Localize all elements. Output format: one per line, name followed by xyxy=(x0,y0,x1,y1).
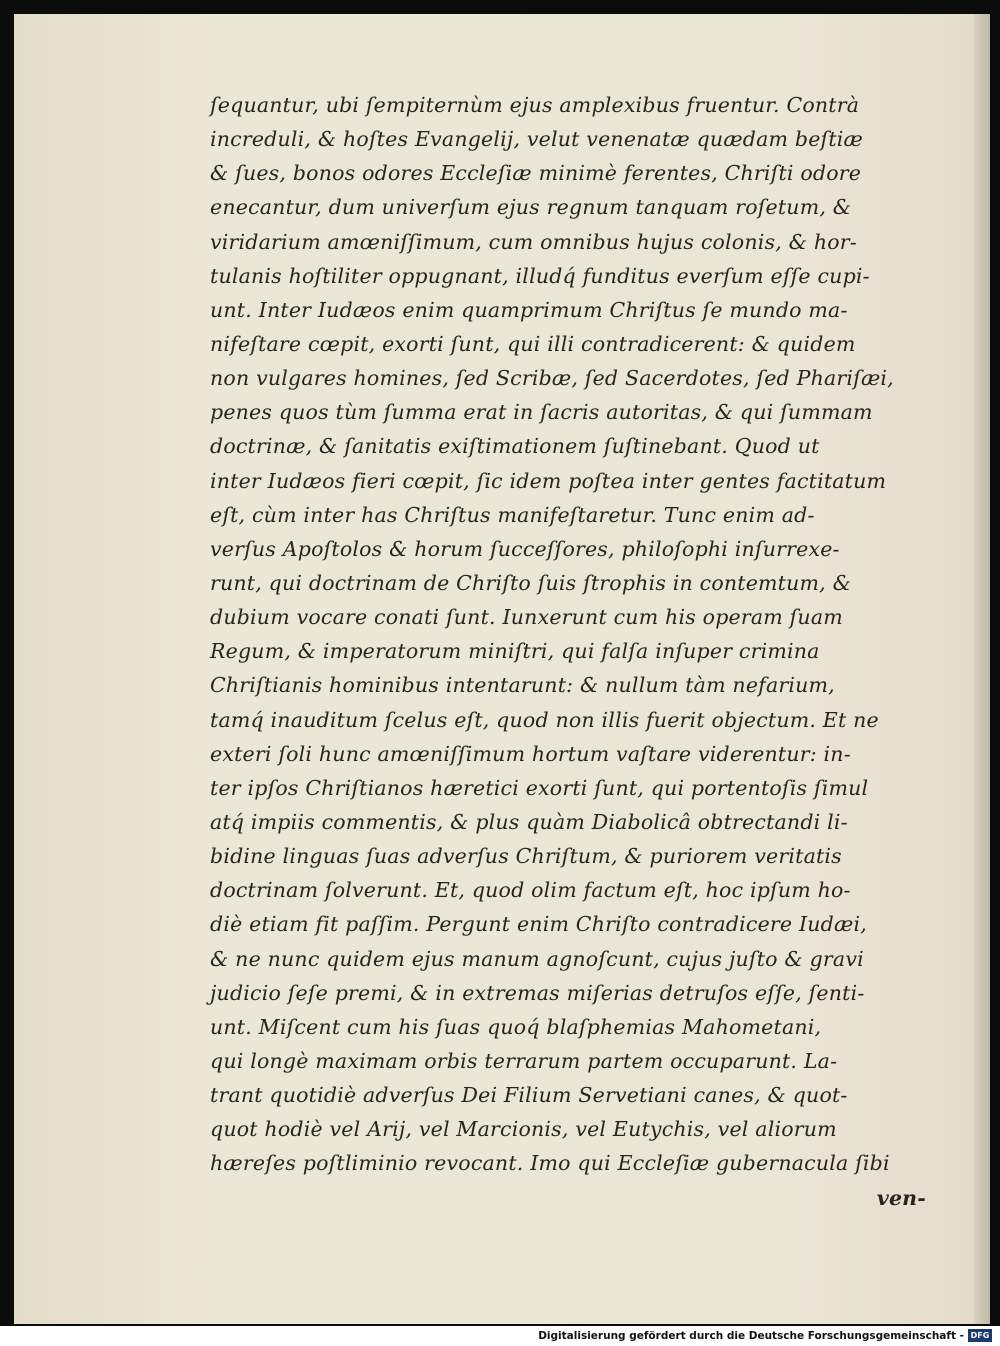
text-line: verſus Apoſtolos & horum ſucceſſores, philoſophi inſurrexe- xyxy=(210,536,840,561)
text-line: hæreſes poſtliminio revocant. Imo qui Eccleſiæ gubernacula ſibi xyxy=(210,1151,890,1176)
text-line: tamq́ inauditum ſcelus eſt, quod non illis fuerit objectum. Et ne xyxy=(210,707,879,732)
text-line: inter Iudæos fieri cœpit, ſic idem poſtea inter gentes factitatum xyxy=(210,468,887,493)
text-line: trant quotidiè adverſus Dei Filium Servetiani canes, & quot- xyxy=(210,1083,848,1108)
text-line: judicio ſeſe premi, & in extremas miſerias detruſos eſſe, ſenti- xyxy=(210,980,865,1005)
page-edge xyxy=(974,14,990,1324)
body-text xyxy=(210,88,936,1215)
text-line: unt. Inter Iudæos enim quamprimum Chriſtus ſe mundo ma- xyxy=(210,297,848,322)
text-line: & ſues, bonos odores Eccleſiæ minimè ferentes, Chriſti odore xyxy=(210,161,862,186)
text-line: doctrinæ, & ſanitatis exiſtimationem ſuſtinebant. Quod ut xyxy=(210,434,820,459)
text-line: quot hodiè vel Arij, vel Marcionis, vel Eutychis, vel aliorum xyxy=(210,1117,837,1142)
text-line: runt, qui doctrinam de Chriſto ſuis ſtrophis in contemtum, & xyxy=(210,570,852,595)
text-line: nifeſtare cœpit, exorti ſunt, qui illi contradicerent: & quidem xyxy=(210,331,856,356)
dfg-logo: DFG xyxy=(968,1329,992,1342)
text-line: qui longè maximam orbis terrarum partem occuparunt. La- xyxy=(210,1048,838,1073)
funding-credit: Digitalisierung gefördert durch die Deutsche Forschungsgemeinschaft - xyxy=(538,1330,964,1342)
text-line: tulanis hoſtiliter oppugnant, illudq́ funditus everſum eſſe cupi- xyxy=(210,263,870,288)
text-line: ter ipſos Chriſtianos hæretici exorti ſunt, qui portentoſis ſimul xyxy=(210,775,869,800)
text-line: penes quos tùm ſumma erat in ſacris autoritas, & qui ſummam xyxy=(210,400,873,425)
text-line: Regum, & imperatorum miniſtri, qui falſa inſuper crimina xyxy=(210,639,820,664)
footer-bar xyxy=(0,1326,1000,1346)
text-line: bidine linguas ſuas adverſus Chriſtum, & puriorem veritatis xyxy=(210,844,842,869)
text-line: eſt, cùm inter has Chriſtus manifeſtaretur. Tunc enim ad- xyxy=(210,502,815,527)
text-line: diè etiam fit paſſim. Pergunt enim Chriſto contradicere Iudæi, xyxy=(210,912,867,937)
text-line: non vulgares homines, ſed Scribæ, ſed Sacerdotes, ſed Phariſæi, xyxy=(210,366,894,391)
text-line: doctrinam ſolverunt. Et, quod olim factum eſt, hoc ipſum ho- xyxy=(210,878,851,903)
text-line: exteri ſoli hunc amœniſſimum hortum vaſtare viderentur: in- xyxy=(210,741,851,766)
text-line: ſequantur, ubi ſempiternùm ejus amplexibus fruentur. Contrà xyxy=(210,93,860,117)
text-line: viridarium amœniſſimum, cum omnibus hujus colonis, & hor- xyxy=(210,229,857,254)
text-line: enecantur, dum univerſum ejus regnum tanquam roſetum, & xyxy=(210,195,852,220)
text-line: unt. Miſcent cum his ſuas quoq́ blaſphemias Mahometani, xyxy=(210,1014,822,1039)
book-page xyxy=(14,14,990,1324)
text-line: increduli, & hoſtes Evangelij, velut venenatæ quædam beſtiæ xyxy=(210,127,863,152)
text-line: Chriſtianis hominibus intentarunt: & nullum tàm nefarium, xyxy=(210,673,835,698)
text-line: dubium vocare conati ſunt. Iunxerunt cum his operam ſuam xyxy=(210,605,843,630)
text-line: & ne nunc quidem ejus manum agnoſcunt, cujus juſto & gravi xyxy=(210,946,864,971)
text-line: atq́ impiis commentis, & plus quàm Diabolicâ obtrectandi li- xyxy=(210,809,848,834)
catchword: ven- xyxy=(876,1185,926,1210)
